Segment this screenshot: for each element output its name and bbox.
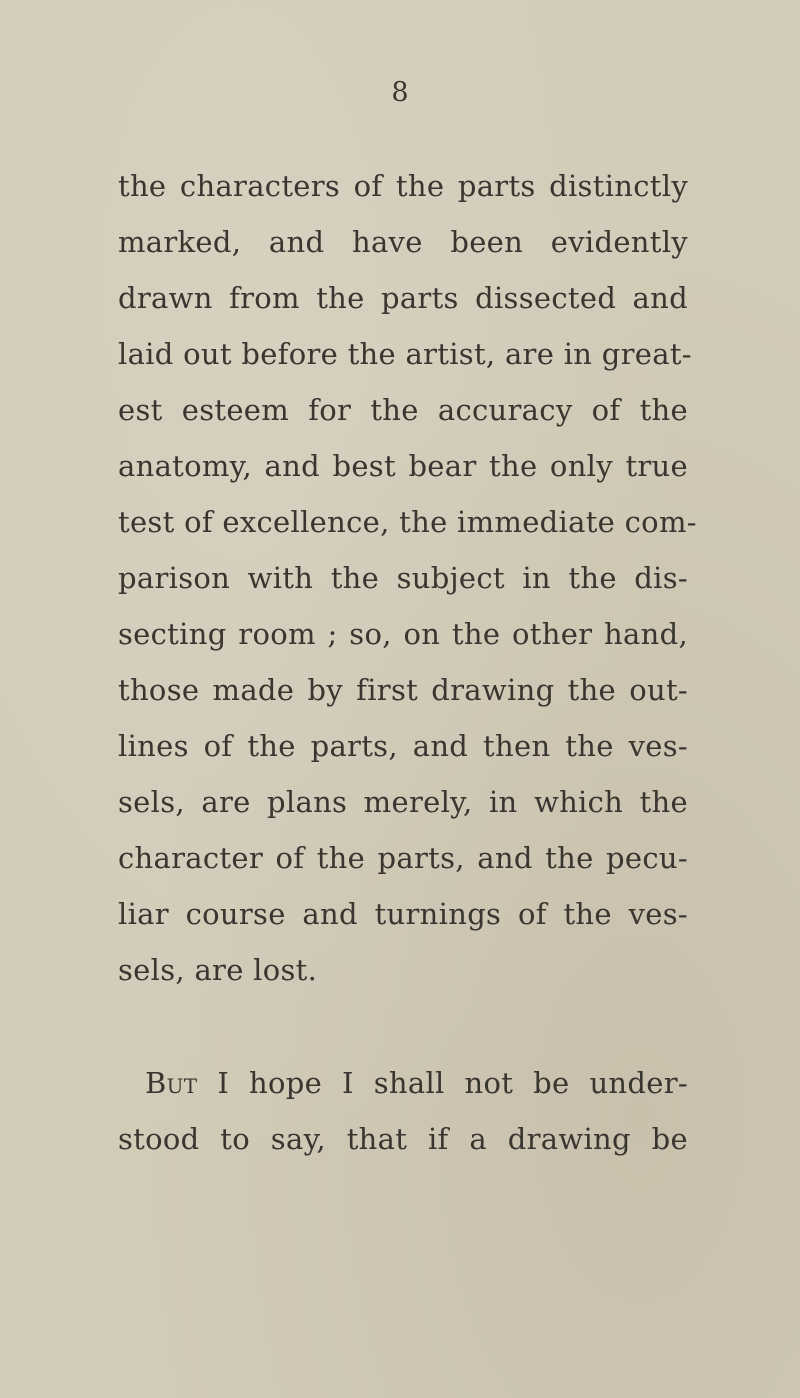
text-line: liar course and turnings of the ves-: [118, 897, 688, 931]
text-line: parison with the subject in the dis-: [118, 561, 688, 595]
text-line: those made by first drawing the out-: [118, 673, 688, 707]
lead-word: But: [145, 1066, 198, 1100]
text-line-rest: I hope I shall not be under-: [197, 1066, 688, 1100]
text-line: sels, are plans merely, in which the: [118, 785, 688, 819]
text-line: character of the parts, and the pecu-: [118, 841, 688, 875]
text-line: anatomy, and best bear the only true: [118, 449, 688, 483]
text-line: stood to say, that if a drawing be: [118, 1122, 688, 1156]
text-line: lines of the parts, and then the ves-: [118, 729, 688, 763]
text-line: est esteem for the accuracy of the: [118, 393, 688, 427]
text-line: secting room ; so, on the other hand,: [118, 617, 688, 651]
paragraph-opening-line: [118, 1055, 688, 1111]
body-text: [118, 158, 697, 1167]
page-number: 8: [391, 77, 409, 108]
paragraph-gap: [118, 998, 688, 1055]
text-line: marked, and have been evidently: [118, 225, 688, 259]
text-line: drawn from the parts dissected and: [118, 281, 688, 315]
text-line: sels, are lost.: [118, 953, 318, 987]
text-line: test of excellence, the immediate com-: [118, 505, 697, 539]
text-line: the characters of the parts distinctly: [118, 169, 688, 203]
text-line: laid out before the artist, are in great-: [118, 337, 692, 371]
